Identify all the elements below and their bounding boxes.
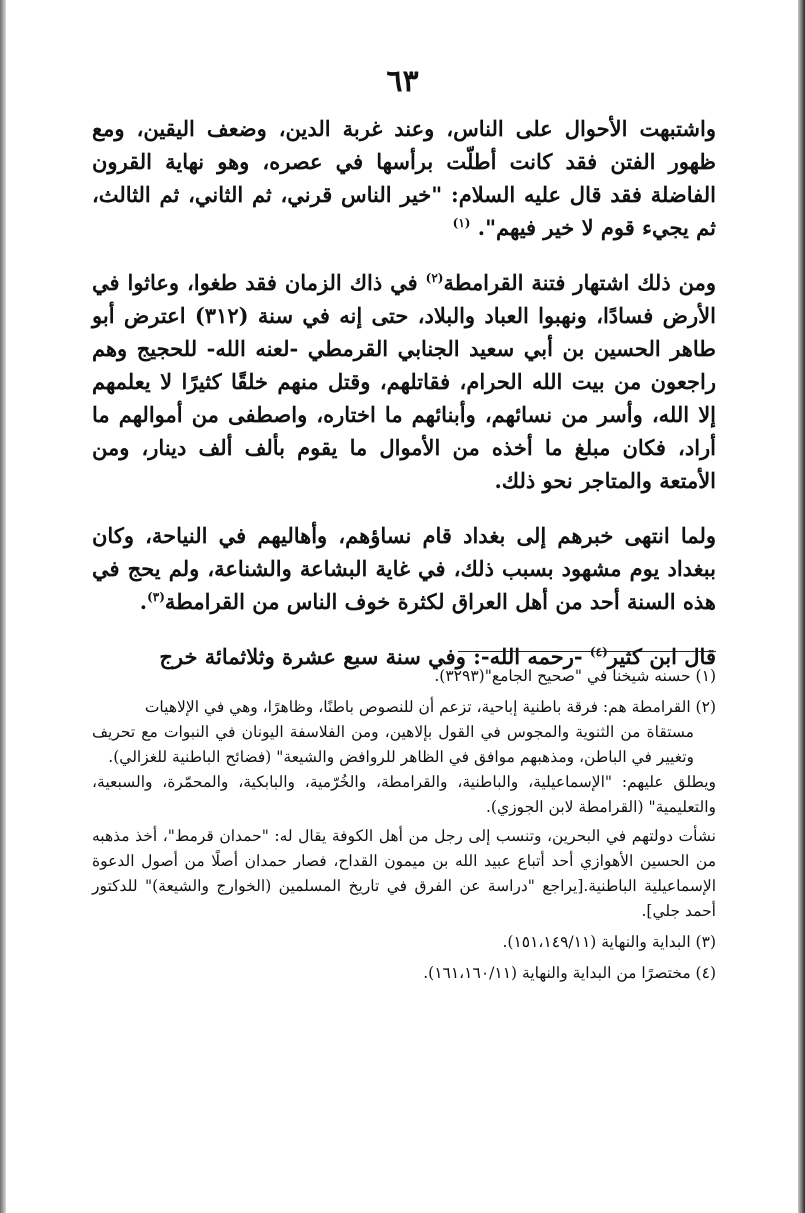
paragraph-3-text: ولما انتهى خبرهم إلى بغداد قام نساؤهم، وأهاليهم في النياحة، وكان ببغداد يوم مشهود بسبب ذلك، في غاية البشاعة والشناعة، ولم يحج في هذه السنة أحد من أهل العراق لكثرة خوف الناس من القرامطة: [92, 523, 716, 614]
footnote-ref-2: (٢): [425, 271, 444, 285]
footnote-4: (٤) مختصرًا من البداية والنهاية (١٦١،١٦٠/١١).: [423, 964, 716, 982]
paragraph-3: [92, 519, 716, 618]
paragraph-4-text-rest: -رحمه الله-: وفي سنة سبع عشرة وثلاثمائة خرج: [159, 644, 590, 669]
footnote-ref-3: (٣): [147, 590, 165, 604]
page-number: ٦٣: [386, 64, 419, 99]
footnote-ref-1: (١): [452, 216, 471, 230]
footnote-3: (٣) البداية والنهاية (١٥١،١٤٩/١١).: [502, 933, 716, 951]
paragraph-2-text-start: ومن ذلك اشتهار فتنة القرامطة: [443, 270, 716, 295]
paragraph-1: [92, 112, 716, 244]
footnote-1: (١) حسنه شيخنا في "صحيح الجامع"(٣٢٩٣).: [434, 667, 716, 685]
footnote-2-origin: نشأت دولتهم في البحرين، وتنسب إلى رجل من أهل الكوفة يقال له: "حمدان قرمط"، أخذ مذهبه من الحسين الأهوازي أحد أتباع عبيد الله بن ميمون القداح، فصار حمدان أصلًا من أصول الدعوة الإسماعيلية الباطنية.[يراجع "دراسة عن الفرق في تاريخ المسلمين (الخوارج والشيعة)" للدكتور أحمد جلي].: [92, 827, 716, 920]
footnote-2: [92, 695, 716, 924]
scan-right-edge: [798, 0, 805, 1213]
scan-left-edge: [0, 0, 6, 1213]
footnote-divider: [458, 651, 716, 652]
paragraph-3-end: .: [139, 589, 148, 614]
paragraph-2-text-rest: في ذاك الزمان فقد طغوا، وعاثوا في الأرض فسادًا، ونهبوا العباد والبلاد، حتى إنه في سنة (٣١٢) اعترض أبو طاهر الحسين بن أبي سعيد الجنابي القرمطي -لعنه الله- للحجيج وهم راجعون من بيت الله الحرام، فقاتلهم، وقتل منهم خلقًا كثيرًا لا يعلمهم إلا الله، وأسر من نسائهم، وأبنائهم ما اختاره، واصطفى من أموالهم ما أراد، فكان مبلغ ما أخذه من الأموال ما يقوم بألف ألف دينار، ومن الأمتعة والمتاجر نحو ذلك.: [92, 270, 716, 493]
footnote-2-line-1: (٢) القرامطة هم: فرقة باطنية إباحية، تزعم أن للنصوص باطنًا، وظاهرًا، وهي في الإلاهيات: [144, 698, 716, 716]
main-text: [92, 112, 716, 695]
paragraph-4-text-start: قال ابن كثير: [607, 644, 716, 669]
paragraph-2: [92, 266, 716, 497]
footnote-ref-4: (٤): [589, 645, 608, 659]
footnote-2-names: ويطلق عليهم: "الإسماعيلية، والباطنية، والقرامطة، والخُرّمية، والبابكية، والمحمّرة، والسبعية، والتعليمية" (القرامطة لابن الجوزي).: [92, 773, 716, 816]
footnote-2-body: مستقاة من الثنوية والمجوس في القول بإلاهين، ومن الفلاسفة اليونان في النبوات مع تحريف وتغيير في الباطن، ومذهبهم موافق في الظاهر للروافض والشيعة" (فضائح الباطنية للغزالي).: [92, 723, 694, 766]
paragraph-1-text: واشتبهت الأحوال على الناس، وعند غربة الدين، وضعف اليقين، ومع ظهور الفتن فقد كانت أطلّت برأسها في عصره، وهو نهاية القرون الفاضلة فقد قال عليه السلام: "خير الناس قرني، ثم الثاني، ثم الثالث، ثم يجيء قوم لا خير فيهم".: [92, 116, 716, 240]
footnotes: [92, 664, 716, 992]
